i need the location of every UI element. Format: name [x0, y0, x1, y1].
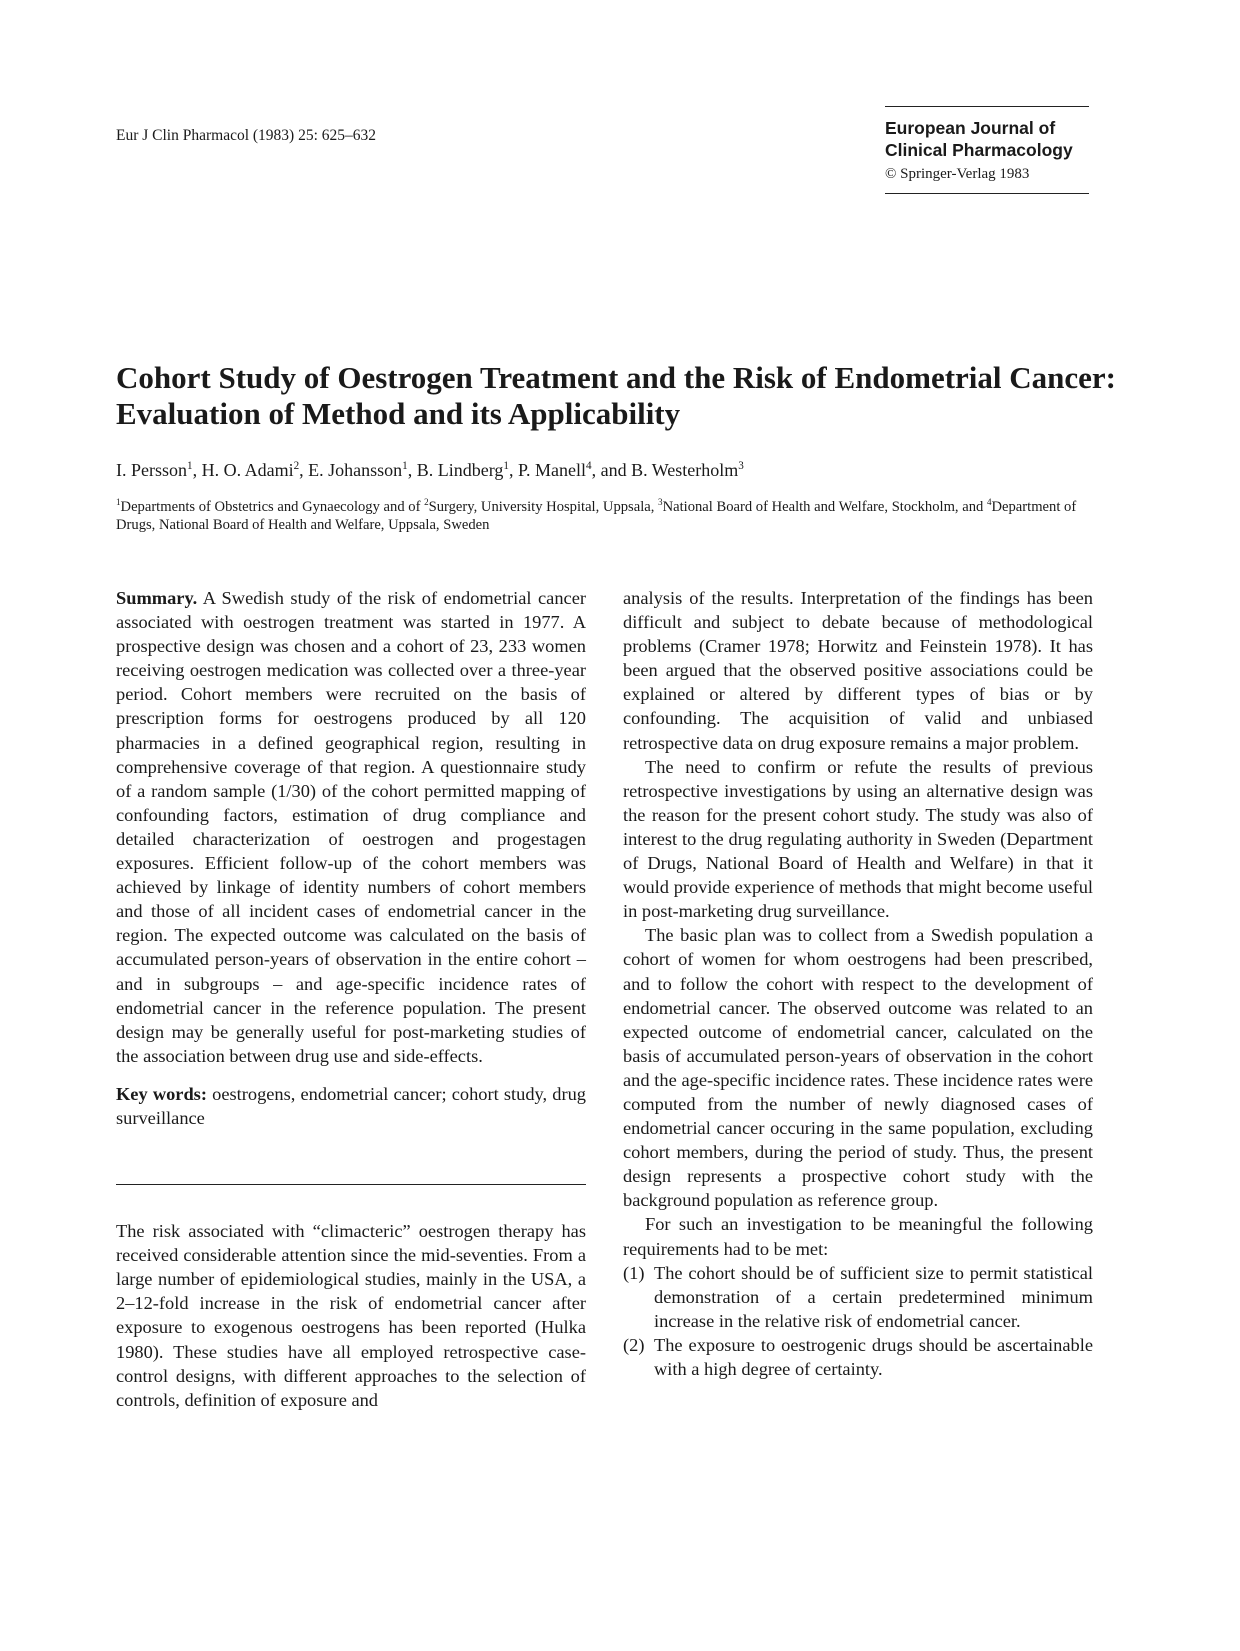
- author-affiliation-mark: 2: [293, 460, 300, 472]
- author-name: P. Manell: [517, 460, 586, 480]
- author-name: B. Lindberg: [416, 460, 504, 480]
- body-paragraph: The basic plan was to collect from a Swedish population a cohort of women for whom oestrogens had been prescribed, and to follow the cohort with respect to the development of endometrial cancer. The observed outcome was related to an expected outcome of endometrial cancer, calculated on the basis of accumulated person-years of observation in the cohort and the age-specific incidence rates. These incidence rates were computed from the number of newly diagnosed cases of endometrial cancer occuring in the same population, excluding cohort members, during the period of study. Thus, the present design represents a prospective cohort study with the background population as reference group.: [623, 925, 1093, 1211]
- body-paragraph: The need to confirm or refute the results of previous retrospective investigations by using an alternative design was the reason for the present cohort study. The study was also of interest to the drug regulating authority in Sweden (Department of Drugs, National Board of Health and Welfare) in that it would provide experience of methods that might become useful in post-marketing drug surveillance.: [623, 756, 1093, 922]
- affiliation-text: National Board of Health and Welfare, Stockholm, and: [662, 499, 987, 515]
- journal-masthead: [885, 106, 1089, 194]
- right-column: [623, 586, 1093, 1381]
- summary-label: Summary.: [116, 588, 198, 608]
- author-separator: ,: [192, 460, 202, 480]
- masthead-top-rule: [885, 106, 1089, 107]
- requirement-number: (1): [623, 1262, 645, 1283]
- author-affiliation-mark: 1: [503, 460, 509, 472]
- author-affiliation-mark: 1: [187, 460, 193, 472]
- requirements-list: [623, 1261, 1093, 1381]
- author-name: I. Persson: [116, 460, 187, 480]
- requirement-number: (2): [623, 1334, 645, 1355]
- author-name: B. Westerholm: [631, 460, 739, 480]
- journal-name-line2: Clinical Pharmacology: [885, 140, 1073, 160]
- summary-text: A Swedish study of the risk of endometrial cancer associated with oestrogen treatment was started in 1977. A prospective design was chosen and a cohort of 23, 233 women receiving oestrogen medication was collected over a three-year period. Cohort members were recruited on the basis of prescription forms for oestrogens produced by all 120 pharmacies in a defined geographical region, resulting in comprehensive coverage of that region. A questionnaire study of a random sample (1/30) of the cohort permitted mapping of confounding factors, estimation of drug compliance and detailed characterization of oestrogen and progestagen exposures. Efficient follow-up of the cohort members was achieved by linkage of identity numbers of cohort members and those of all incident cases of endometrial cancer in the region. The expected outcome was calculated on the basis of accumulated person-years of observation in the entire cohort – and in subgroups – and age-specific incidence rates of endometrial cancer in the reference population. The present design may be generally useful for post-marketing studies of the association between drug use and side-effects.: [116, 588, 586, 1066]
- body-paragraph: analysis of the results. Interpretation of the findings has been difficult and subject to debate because of methodological problems (Cramer 1978; Horwitz and Feinstein 1978). It has been argued that the observed positive associations could be explained or altered by different types of bias or by confounding. The acquisition of valid and unbiased retrospective data on drug exposure remains a major problem.: [623, 588, 1093, 753]
- author-separator: ,: [299, 460, 309, 480]
- author-affiliations: [116, 498, 1106, 534]
- author-affiliation-mark: 1: [402, 460, 408, 472]
- introduction-paragraph: The risk associated with “climacteric” oestrogen therapy has received considerable attention since the mid-seventies. From a large number of epidemiological studies, mainly in the USA, a 2–12-fold increase in the risk of endometrial cancer after exposure to exogenous oestrogens has been reported (Hulka 1980). These studies have all employed retrospective case-control designs, with different approaches to the selection of controls, definition of exposure and: [116, 1221, 586, 1410]
- affiliation-mark: 3: [658, 497, 663, 508]
- affiliation-text: Department of Drugs, National Board of Health and Welfare, Uppsala, Sweden: [116, 499, 1077, 533]
- author-list: [116, 460, 744, 481]
- keywords-paragraph: [116, 1082, 586, 1130]
- author-separator: ,: [407, 460, 417, 480]
- journal-citation: Eur J Clin Pharmacol (1983) 25: 625–632: [116, 127, 377, 144]
- requirement-text: The exposure to oestrogenic drugs should be ascertainable with a high degree of certainty.: [654, 1334, 1093, 1379]
- summary-paragraph: [116, 586, 586, 1068]
- affiliation-mark: 4: [986, 497, 992, 508]
- body-paragraph: For such an investigation to be meaningful the following requirements had to be met:: [623, 1214, 1093, 1259]
- requirement-item: [623, 1333, 1093, 1381]
- masthead-bottom-rule: [885, 193, 1089, 194]
- author-separator: ,: [508, 460, 518, 480]
- keywords-text: oestrogens, endometrial cancer; cohort study, drug surveillance: [116, 1083, 586, 1128]
- author-affiliation-mark: 4: [586, 460, 592, 472]
- affiliation-text: Departments of Obstetrics and Gynaecology and of: [120, 499, 425, 515]
- section-divider: [116, 1184, 586, 1185]
- keywords-label: Key words:: [116, 1083, 207, 1104]
- author-name: H. O. Adami: [201, 460, 294, 480]
- requirement-text: The cohort should be of sufficient size to permit statistical demonstration of a certain predetermined minimum increase in the relative risk of endometrial cancer.: [654, 1262, 1093, 1331]
- copyright-notice: © Springer-Verlag 1983: [885, 166, 1030, 182]
- affiliation-text: Surgery, University Hospital, Uppsala,: [428, 499, 659, 515]
- journal-name-line1: European Journal of: [885, 118, 1056, 138]
- left-column: [116, 586, 586, 1412]
- affiliation-mark: 2: [424, 497, 429, 508]
- paper-title: Cohort Study of Oestrogen Treatment and the Risk of Endometrial Cancer: Evaluation of Method and its Applicability: [116, 360, 1116, 431]
- author-separator: , and: [591, 460, 632, 480]
- requirement-item: [623, 1261, 1093, 1333]
- author-name: E. Johansson: [308, 460, 403, 480]
- affiliation-mark: 1: [116, 497, 121, 508]
- author-affiliation-mark: 3: [738, 460, 744, 472]
